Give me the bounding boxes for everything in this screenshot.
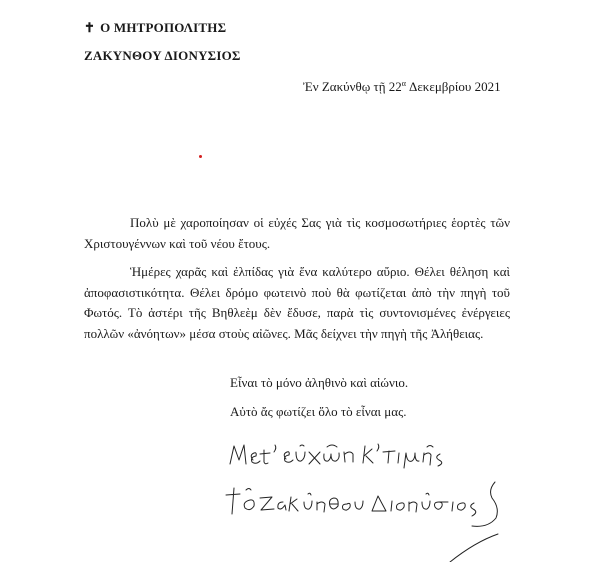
letterhead-subtitle: ΖΑΚΥΝΘΟΥ ΔΙΟΝΥΣΙΟΣ (84, 48, 241, 63)
body-paragraph-2: Ἡμέρες χαρᾶς καὶ ἐλπίδας γιὰ ἕνα καλύτερο αὔριο. Θέλει θέληση καὶ ἀποφασιστικότητα. Θέλει δρόμο φωτεινὸ ποὺ θὰ φωτίζεται ἀπὸ τὴν πηγὴ τοῦ Φωτός. Τὸ ἀστέρι τῆς Βηθλεὲμ δὲν ἔδυσε, παρὰ τὶς συντονισμένες ἐνέργειες πολλῶν «ἀνόητων» μέσα στοὺς αἰῶνες. Μᾶς δείχνει τὴν πηγὴ τῆς Ἀλήθειας. (84, 264, 510, 341)
dateline (303, 79, 501, 95)
letterhead-line-1: Ο ΜΗΤΡΟΠΟΛΙΤΗΣ (100, 20, 227, 35)
closing-line-1: Εἶναι τὸ μόνο ἀληθινὸ καὶ αἰώνιο. (230, 375, 409, 390)
cross-icon: ✝ (84, 20, 96, 35)
letterhead-title (84, 20, 226, 36)
red-dot-mark (199, 155, 202, 158)
dateline-prefix: Ἐν Ζακύνθῳ τῇ 22 (303, 79, 402, 94)
handwritten-signature (220, 432, 520, 562)
signature-drawing (220, 432, 520, 562)
closing-line-2: Αὐτὸ ἄς φωτίζει ὅλο τὸ εἶναι μας. (230, 404, 407, 419)
body-paragraph-1: Πολὺ μὲ χαροποίησαν οἱ εὐχές Σας γιὰ τὶς κοσμοσωτήριες ἑορτὲς τῶν Χριστουγέννων καὶ τοῦ νέου ἔτους. (84, 215, 510, 251)
dateline-superscript: α (401, 79, 406, 88)
dateline-suffix: Δεκεμβρίου 2021 (408, 79, 501, 94)
